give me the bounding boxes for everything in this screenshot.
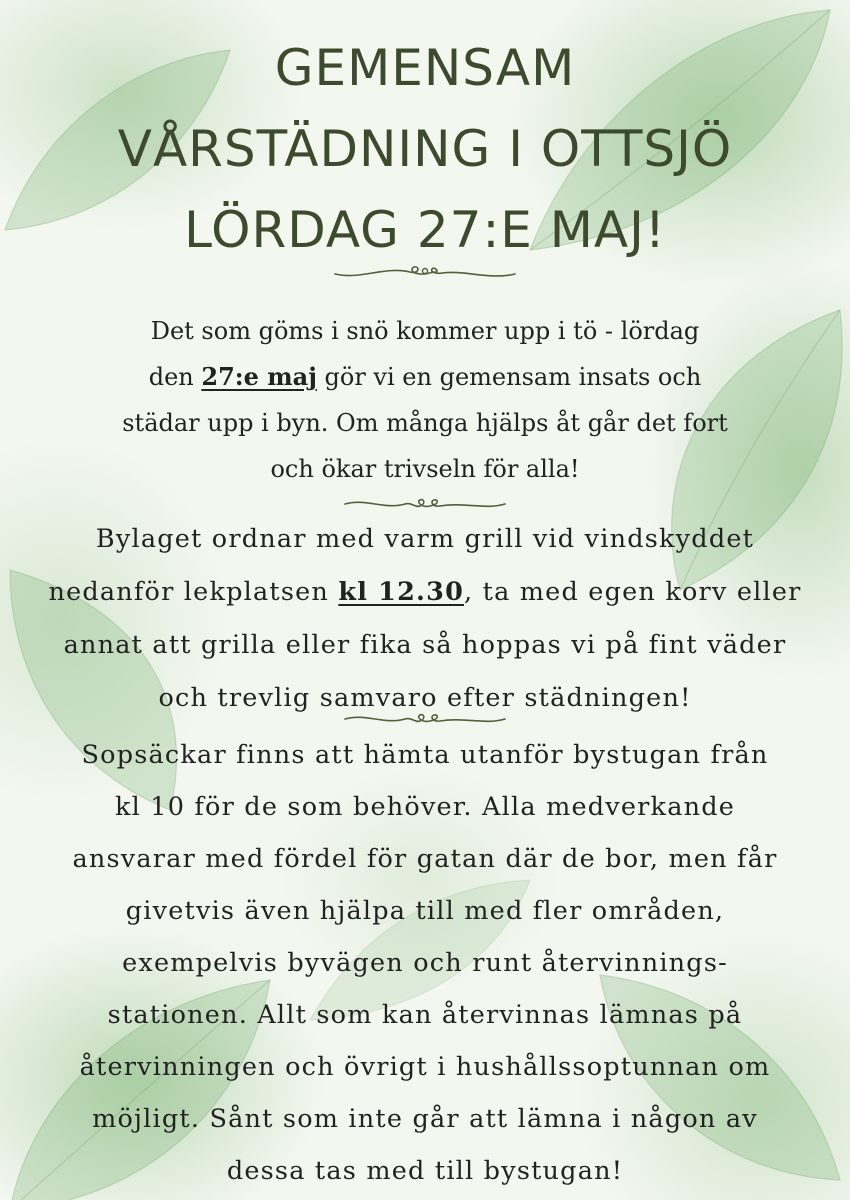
text-line: och ökar trivseln för alla!: [270, 455, 580, 483]
text-fragment: den: [148, 363, 202, 391]
flourish-divider-icon: [330, 262, 520, 282]
text-line: återvinningen och övrigt i hushållssoptunnan om: [79, 1052, 771, 1082]
text-fragment: gör vi en gemensam insats och: [316, 363, 702, 391]
intro-paragraph: [0, 308, 850, 492]
event-date: 27:e maj: [201, 362, 317, 391]
grill-paragraph: [0, 513, 850, 725]
title-line: GEMENSAM: [274, 39, 576, 97]
text-line: stationen. Allt som kan återvinnas lämnas på: [107, 1000, 743, 1030]
flourish-divider-icon: [340, 494, 510, 514]
text-line: Det som göms i snö kommer upp i tö - lördag: [150, 317, 700, 345]
text-line: [0, 566, 850, 619]
flourish-divider-icon: [340, 709, 510, 729]
text-line: städar upp i byn. Om många hjälps åt går det fort: [122, 409, 728, 437]
text-line: givetvis även hjälpa till med fler områden,: [125, 896, 725, 926]
text-fragment: , ta med egen korv eller: [464, 577, 802, 607]
text-line: dessa tas med till bystugan!: [226, 1156, 624, 1186]
text-line: Bylaget ordnar med varm grill vid vindskyddet: [95, 524, 755, 554]
cleanup-paragraph: [0, 729, 850, 1197]
text-line: exempelvis byvägen och runt återvinnings-: [122, 948, 728, 978]
text-line: och trevlig samvaro efter städningen!: [158, 683, 692, 713]
text-line: möjligt. Sånt som inte går att lämna i någon av: [92, 1104, 758, 1134]
text-line: annat att grilla eller fika så hoppas vi på fint väder: [63, 630, 787, 660]
text-line: Sopsäckar finns att hämta utanför bystugan från: [81, 740, 769, 770]
title-line: LÖRDAG 27:E MAJ!: [184, 201, 666, 259]
title-line: VÅRSTÄDNING I OTTSJÖ: [117, 120, 733, 178]
text-line: kl 10 för de som behöver. Alla medverkande: [114, 792, 736, 822]
text-fragment: nedanför lekplatsen: [48, 577, 339, 607]
text-line: [0, 354, 850, 400]
page-title: [0, 28, 850, 271]
text-line: ansvarar med fördel för gatan där de bor, men får: [72, 844, 778, 874]
event-time: kl 12.30: [338, 577, 465, 607]
